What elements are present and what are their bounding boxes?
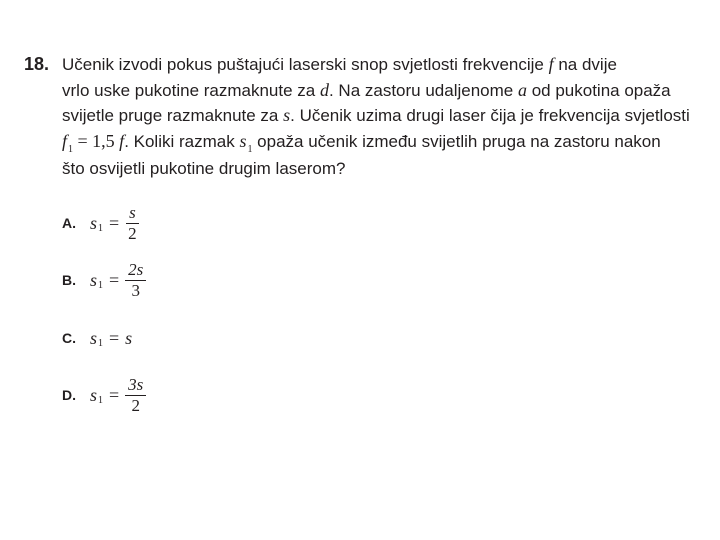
symbol-a: a [517, 79, 527, 100]
question-stem [62, 52, 702, 182]
stem-line-2: vrlo uske pukotine razmaknute za d. Na zastoru udaljenome a od pukotina opaža [62, 79, 671, 100]
fraction: $\frac{2s}{3}$ [125, 260, 146, 301]
option-a[interactable] [62, 198, 140, 248]
option-a-label: A. [62, 215, 76, 231]
option-b-label: B. [62, 272, 76, 288]
symbol-d: d [319, 79, 329, 100]
option-a-formula: s 1 = $\frac{s}{2}$ [90, 203, 140, 244]
symbol-s: s [283, 105, 291, 125]
option-c-label: C. [62, 330, 76, 346]
option-c[interactable] [62, 313, 132, 363]
fraction: $\frac{3s}{2}$ [125, 375, 146, 416]
stem-line-4: $f_1 = 1,5$ f. Koliki razmak $s_1$ opaža učenik između svijetlih pruga na zastoru nakon [62, 130, 661, 155]
symbol-f1: f [62, 130, 68, 151]
option-d[interactable] [62, 370, 146, 420]
symbol-s1: s [239, 130, 247, 151]
symbol-f: f [548, 54, 554, 74]
option-d-label: D. [62, 387, 76, 403]
option-c-formula: s 1 = s [90, 327, 133, 349]
option-b-formula: s 1 = $\frac{2s}{3}$ [90, 260, 146, 301]
option-b[interactable] [62, 255, 146, 305]
stem-line-1: Učenik izvodi pokus puštajući laserski snop svjetlosti frekvencije f na dvije [62, 54, 617, 74]
fraction: $\frac{s}{2}$ [125, 203, 140, 244]
stem-line-3: svijetle pruge razmaknute za s. Učenik uzima drugi laser čija je frekvencija svjetlosti [62, 105, 690, 125]
question-number: 18. [24, 54, 50, 74]
stem-line-5: što osvijetli pukotine drugim laserom? [62, 159, 346, 178]
option-d-formula: s 1 = $\frac{3s}{2}$ [90, 375, 146, 416]
